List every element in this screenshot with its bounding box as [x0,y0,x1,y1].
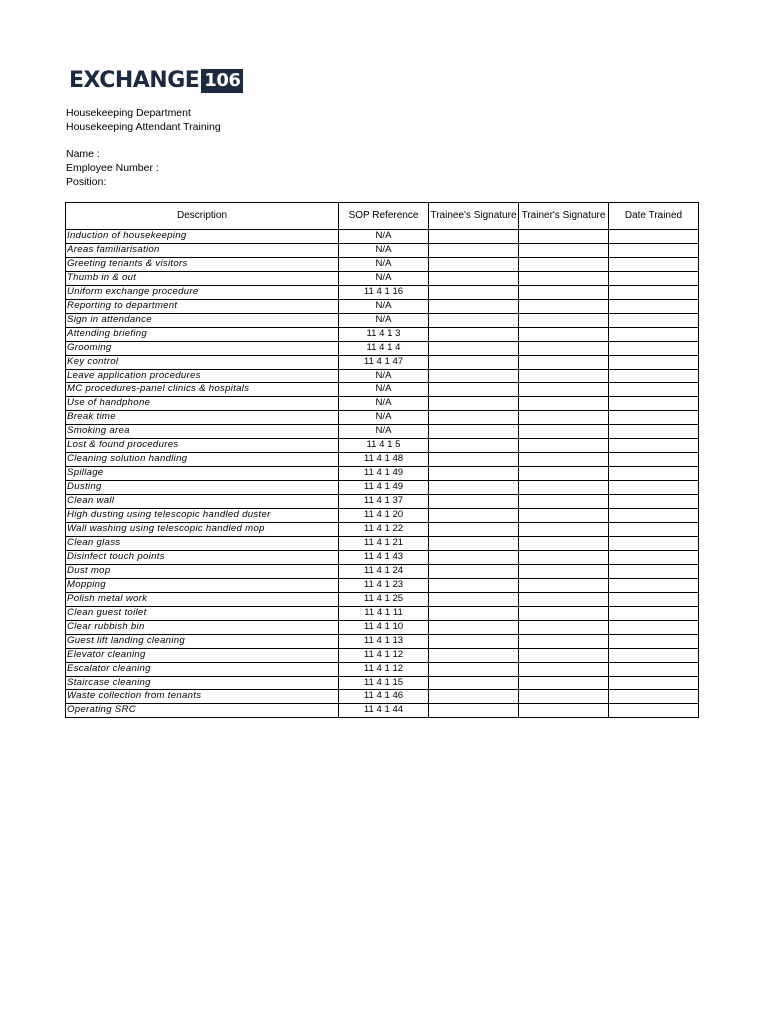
trainer-signature-cell[interactable] [519,271,609,285]
sop-reference-cell: 11 4 1 22 [339,523,429,537]
trainer-signature-cell[interactable] [519,536,609,550]
sop-reference-cell: 11 4 1 15 [339,676,429,690]
table-row [66,397,699,411]
task-description-cell: Disinfect touch points [66,550,339,564]
task-description-cell: High dusting using telescopic handled duster [66,509,339,523]
date-trained-cell[interactable] [609,550,699,564]
task-description-cell: Break time [66,411,339,425]
sop-reference-cell: N/A [339,425,429,439]
trainee-signature-cell[interactable] [429,676,519,690]
table-row [66,690,699,704]
training-checklist-table [65,202,699,718]
trainee-signature-cell[interactable] [429,690,519,704]
trainer-signature-cell[interactable] [519,467,609,481]
trainer-signature-cell[interactable] [519,230,609,244]
trainer-signature-cell[interactable] [519,523,609,537]
trainer-signature-cell[interactable] [519,383,609,397]
exchange-106-logo [69,68,243,94]
date-trained-cell[interactable] [609,578,699,592]
date-trained-cell[interactable] [609,676,699,690]
task-description-cell: Clear rubbish bin [66,620,339,634]
trainer-signature-cell[interactable] [519,481,609,495]
date-trained-cell[interactable] [609,271,699,285]
task-description-cell: Grooming [66,341,339,355]
date-trained-cell[interactable] [609,536,699,550]
trainee-signature-cell[interactable] [429,383,519,397]
date-trained-cell[interactable] [609,355,699,369]
sop-reference-cell: 11 4 1 13 [339,634,429,648]
task-description-cell: Spillage [66,467,339,481]
name-field-label: Name : [66,148,100,161]
date-trained-cell[interactable] [609,495,699,509]
sop-reference-cell: N/A [339,313,429,327]
trainee-signature-cell[interactable] [429,341,519,355]
date-trained-cell[interactable] [609,341,699,355]
task-description-cell: Leave application procedures [66,369,339,383]
sop-reference-cell: 11 4 1 21 [339,536,429,550]
task-description-cell: Lost & found procedures [66,439,339,453]
table-row [66,704,699,718]
sop-reference-cell: 11 4 1 47 [339,355,429,369]
sop-reference-cell: 11 4 1 10 [339,620,429,634]
trainee-signature-cell[interactable] [429,481,519,495]
table-row [66,523,699,537]
trainee-signature-cell[interactable] [429,271,519,285]
column-header-date-trained: Date Trained [609,203,699,230]
table-row [66,509,699,523]
trainee-signature-cell[interactable] [429,425,519,439]
column-header-sop-reference: SOP Reference [339,203,429,230]
trainee-signature-cell[interactable] [429,592,519,606]
table-row [66,467,699,481]
table-row [66,425,699,439]
task-description-cell: Mopping [66,578,339,592]
sop-reference-cell: 11 4 1 43 [339,550,429,564]
trainee-signature-cell[interactable] [429,285,519,299]
task-description-cell: Areas familiarisation [66,243,339,257]
table-row [66,299,699,313]
table-row [66,495,699,509]
trainer-signature-cell[interactable] [519,285,609,299]
table-row [66,243,699,257]
training-title: Housekeeping Attendant Training [66,120,221,133]
trainee-signature-cell[interactable] [429,550,519,564]
document-header [66,107,221,190]
task-description-cell: Key control [66,355,339,369]
date-trained-cell[interactable] [609,704,699,718]
sop-reference-cell: 11 4 1 37 [339,495,429,509]
date-trained-cell[interactable] [609,230,699,244]
date-trained-cell[interactable] [609,453,699,467]
trainee-signature-cell[interactable] [429,313,519,327]
sop-reference-cell: N/A [339,369,429,383]
sop-reference-cell: N/A [339,230,429,244]
sop-reference-cell: 11 4 1 46 [339,690,429,704]
task-description-cell: Induction of housekeeping [66,230,339,244]
trainer-signature-cell[interactable] [519,453,609,467]
table-row [66,662,699,676]
trainer-signature-cell[interactable] [519,676,609,690]
table-row [66,606,699,620]
trainee-signature-cell[interactable] [429,662,519,676]
sop-reference-cell: 11 4 1 4 [339,341,429,355]
table-row [66,634,699,648]
sop-reference-cell: 11 4 1 24 [339,564,429,578]
employee-number-label: Employee Number : [66,162,159,175]
trainer-signature-cell[interactable] [519,704,609,718]
sop-reference-cell: N/A [339,257,429,271]
trainee-signature-cell[interactable] [429,467,519,481]
task-description-cell: Guest lift landing cleaning [66,634,339,648]
sop-reference-cell: N/A [339,383,429,397]
trainer-signature-cell[interactable] [519,257,609,271]
trainee-signature-cell[interactable] [429,509,519,523]
task-description-cell: Smoking area [66,425,339,439]
date-trained-cell[interactable] [609,620,699,634]
table-row [66,411,699,425]
table-row [66,257,699,271]
trainer-signature-cell[interactable] [519,327,609,341]
date-trained-cell[interactable] [609,690,699,704]
sop-reference-cell: N/A [339,299,429,313]
sop-reference-cell: 11 4 1 16 [339,285,429,299]
date-trained-cell[interactable] [609,564,699,578]
table-row [66,648,699,662]
trainer-signature-cell[interactable] [519,634,609,648]
sop-reference-cell: N/A [339,397,429,411]
trainer-signature-cell[interactable] [519,662,609,676]
date-trained-cell[interactable] [609,383,699,397]
sop-reference-cell: 11 4 1 3 [339,327,429,341]
sop-reference-cell: 11 4 1 12 [339,662,429,676]
trainer-signature-cell[interactable] [519,509,609,523]
sop-reference-cell: N/A [339,411,429,425]
trainee-signature-cell[interactable] [429,355,519,369]
date-trained-cell[interactable] [609,467,699,481]
trainer-signature-cell[interactable] [519,299,609,313]
trainee-signature-cell[interactable] [429,495,519,509]
table-row [66,439,699,453]
column-header-description: Description [66,203,339,230]
date-trained-cell[interactable] [609,257,699,271]
trainee-signature-cell[interactable] [429,536,519,550]
sop-reference-cell: 11 4 1 23 [339,578,429,592]
date-trained-cell[interactable] [609,523,699,537]
date-trained-cell[interactable] [609,662,699,676]
task-description-cell: Waste collection from tenants [66,690,339,704]
table-row [66,453,699,467]
sop-reference-cell: N/A [339,271,429,285]
sop-reference-cell: 11 4 1 11 [339,606,429,620]
task-description-cell: Dust mop [66,564,339,578]
trainee-signature-cell[interactable] [429,578,519,592]
column-header-trainee-signature: Trainee's Signature [429,203,519,230]
sop-reference-cell: 11 4 1 25 [339,592,429,606]
trainer-signature-cell[interactable] [519,690,609,704]
table-row [66,564,699,578]
table-row [66,578,699,592]
table-row [66,341,699,355]
sop-reference-cell: 11 4 1 5 [339,439,429,453]
task-description-cell: Wall washing using telescopic handled mop [66,523,339,537]
trainer-signature-cell[interactable] [519,425,609,439]
date-trained-cell[interactable] [609,425,699,439]
date-trained-cell[interactable] [609,648,699,662]
task-description-cell: Dusting [66,481,339,495]
date-trained-cell[interactable] [609,299,699,313]
date-trained-cell[interactable] [609,327,699,341]
table-row [66,327,699,341]
trainer-signature-cell[interactable] [519,341,609,355]
table-row [66,313,699,327]
logo-word: EXCHANGE [69,68,200,93]
sop-reference-cell: 11 4 1 48 [339,453,429,467]
table-row [66,230,699,244]
table-row [66,271,699,285]
task-description-cell: Uniform exchange procedure [66,285,339,299]
trainer-signature-cell[interactable] [519,620,609,634]
task-description-cell: Attending briefing [66,327,339,341]
trainee-signature-cell[interactable] [429,634,519,648]
task-description-cell: Cleaning solution handling [66,453,339,467]
sop-reference-cell: 11 4 1 20 [339,509,429,523]
sop-reference-cell: 11 4 1 49 [339,481,429,495]
table-row [66,536,699,550]
date-trained-cell[interactable] [609,243,699,257]
date-trained-cell[interactable] [609,481,699,495]
trainee-signature-cell[interactable] [429,327,519,341]
trainee-signature-cell[interactable] [429,523,519,537]
trainer-signature-cell[interactable] [519,369,609,383]
trainee-signature-cell[interactable] [429,704,519,718]
table-row [66,481,699,495]
task-description-cell: Elevator cleaning [66,648,339,662]
trainer-signature-cell[interactable] [519,411,609,425]
trainer-signature-cell[interactable] [519,313,609,327]
trainer-signature-cell[interactable] [519,397,609,411]
table-row [66,355,699,369]
table-row [66,592,699,606]
trainer-signature-cell[interactable] [519,550,609,564]
department-title: Housekeeping Department [66,107,191,119]
table-row [66,550,699,564]
task-description-cell: Clean guest toilet [66,606,339,620]
trainer-signature-cell[interactable] [519,592,609,606]
date-trained-cell[interactable] [609,592,699,606]
date-trained-cell[interactable] [609,509,699,523]
date-trained-cell[interactable] [609,411,699,425]
task-description-cell: Thumb in & out [66,271,339,285]
trainee-signature-cell[interactable] [429,411,519,425]
trainee-signature-cell[interactable] [429,397,519,411]
trainee-signature-cell[interactable] [429,243,519,257]
task-description-cell: MC procedures-panel clinics & hospitals [66,383,339,397]
logo-number-badge: 106 [201,69,243,93]
sop-reference-cell: 11 4 1 12 [339,648,429,662]
date-trained-cell[interactable] [609,397,699,411]
table-row [66,369,699,383]
table-header-row [66,203,699,230]
task-description-cell: Clean wall [66,495,339,509]
trainer-signature-cell[interactable] [519,355,609,369]
trainee-signature-cell[interactable] [429,453,519,467]
trainer-signature-cell[interactable] [519,564,609,578]
trainee-signature-cell[interactable] [429,620,519,634]
trainer-signature-cell[interactable] [519,648,609,662]
date-trained-cell[interactable] [609,313,699,327]
table-row [66,285,699,299]
task-description-cell: Escalator cleaning [66,662,339,676]
trainee-signature-cell[interactable] [429,648,519,662]
spacer [66,134,221,148]
trainer-signature-cell[interactable] [519,578,609,592]
sop-reference-cell: N/A [339,243,429,257]
trainer-signature-cell[interactable] [519,439,609,453]
task-description-cell: Greeting tenants & visitors [66,257,339,271]
trainee-signature-cell[interactable] [429,230,519,244]
column-header-trainer-signature: Trainer's Signature [519,203,609,230]
task-description-cell: Clean glass [66,536,339,550]
position-label: Position: [66,175,107,188]
task-description-cell: Sign in attendance [66,313,339,327]
trainee-signature-cell[interactable] [429,299,519,313]
task-description-cell: Polish metal work [66,592,339,606]
date-trained-cell[interactable] [609,634,699,648]
date-trained-cell[interactable] [609,369,699,383]
trainee-signature-cell[interactable] [429,564,519,578]
date-trained-cell[interactable] [609,606,699,620]
table-row [66,620,699,634]
table-row [66,383,699,397]
trainee-signature-cell[interactable] [429,369,519,383]
task-description-cell: Use of handphone [66,397,339,411]
date-trained-cell[interactable] [609,285,699,299]
trainer-signature-cell[interactable] [519,495,609,509]
trainee-signature-cell[interactable] [429,257,519,271]
sop-reference-cell: 11 4 1 44 [339,704,429,718]
task-description-cell: Staircase cleaning [66,676,339,690]
table-row [66,676,699,690]
trainer-signature-cell[interactable] [519,243,609,257]
task-description-cell: Operating SRC [66,704,339,718]
trainee-signature-cell[interactable] [429,439,519,453]
trainer-signature-cell[interactable] [519,606,609,620]
trainee-signature-cell[interactable] [429,606,519,620]
sop-reference-cell: 11 4 1 49 [339,467,429,481]
date-trained-cell[interactable] [609,439,699,453]
task-description-cell: Reporting to department [66,299,339,313]
